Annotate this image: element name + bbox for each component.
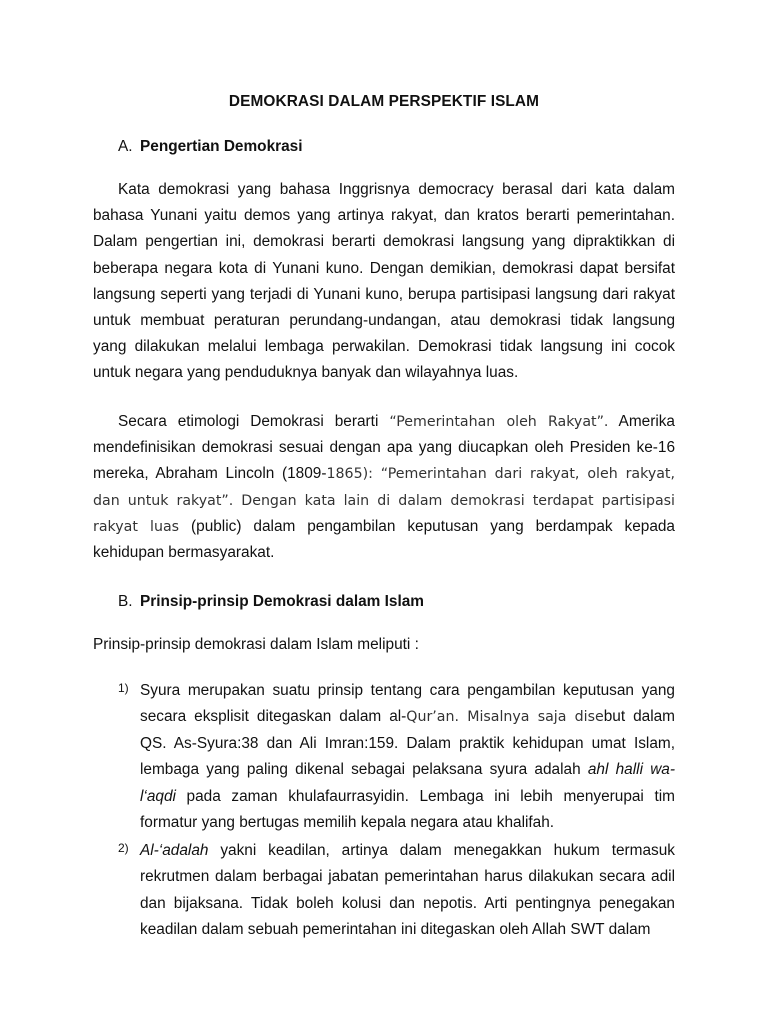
item-2-al-adalah: Al-‘adalah [140,842,209,859]
etimologi-text-3: (public) dalam pengambilan keputusan yang berdampak kepada kehidupan bermasyarakat. [93,517,675,562]
list-item-number: 1) [118,681,129,695]
paragraph-pengertian: Kata demokrasi yang bahasa Inggrisnya democracy berasal dari kata dalam bahasa Yunani yaitu demos yang artinya rakyat, dan kratos berarti pemerintahan. Dalam pengertian ini, demokrasi berarti demokrasi langsung yang dipraktikkan di beberapa negara kota di Yunani kuno. Dengan demikian, demokrasi dapat bersifat langsung seperti yang terjadi di Yunani kuno, berupa partisipasi langsung dari rakyat untuk membuat peraturan perundang-undangan, atau demokrasi tidak langsung yang dilakukan melalui lembaga perwakilan. Demokrasi tidak langsung ini cocok untuk negara yang penduduknya banyak dan wilayahnya luas. [93,181,675,382]
list-item-text [140,838,675,944]
section-b-heading [118,593,424,611]
list-item [118,678,675,836]
list-item [118,838,675,944]
item-1-ahl-halli: ahl halli wa-l‘aqdi [140,761,675,805]
item-2-text: yakni keadilan, artinya dalam menegakkan hukum termasuk rekrutmen dalam berbagai jabatan pemerintahan harus dilakukan secara adil dan bijaksana. Tidak boleh kolusi dan nepotis. Arti pentingnya penegakan keadilan dalam sebuah pemerintahan ini ditegaskan oleh Allah SWT dalam [140,842,675,939]
etimologi-text-1: Secara etimologi Demokrasi berarti [118,413,390,430]
document-title: DEMOKRASI DALAM PERSPEKTIF ISLAM [228,93,540,110]
list-item-number: 2) [118,841,129,855]
paragraph-etimologi [93,409,675,566]
section-b-intro: Prinsip-prinsip demokrasi dalam Islam meliputi : [93,636,419,653]
list-item-text [140,678,675,836]
section-a-marker: A. [118,138,133,155]
etimologi-quote: “Pemerintahan oleh Rakyat”. [389,414,609,430]
item-1-quran: Qur’an. Misalnya saja dise [406,709,604,726]
section-a-heading-text: Pengertian Demokrasi [140,138,303,155]
etimologi-text-2: Amerika mendefinisikan demokrasi sesuai dengan apa yang diucapkan oleh Presiden ke-16 mereka, Abraham Lincoln (1809- [93,413,675,483]
section-b-heading-text: Prinsip-prinsip Demokrasi dalam Islam [140,593,424,610]
lincoln-quote: 1865): “Pemerintahan dari rakyat, oleh rakyat, dan untuk rakyat”. Dengan kata lain di dalam demokrasi terdapat partisipasi rakyat luas [93,466,675,535]
item-1-text-2: but dalam QS. As-Syura:38 dan Ali Imran:159. Dalam praktik kehidupan umat Islam, lembaga yang paling dikenal sebagai pelaksana syura adalah [140,708,675,779]
item-1-text-1: Syura merupakan suatu prinsip tentang cara pengambilan keputusan yang secara eksplisit ditegaskan dalam al- [140,682,675,726]
section-b-marker: B. [118,593,133,610]
section-a-heading [118,138,303,156]
item-1-text-3: pada zaman khulafaurrasyidin. Lembaga ini lebih menyerupai tim formatur yang bertugas memilih kepala negara atau khalifah. [140,787,675,832]
